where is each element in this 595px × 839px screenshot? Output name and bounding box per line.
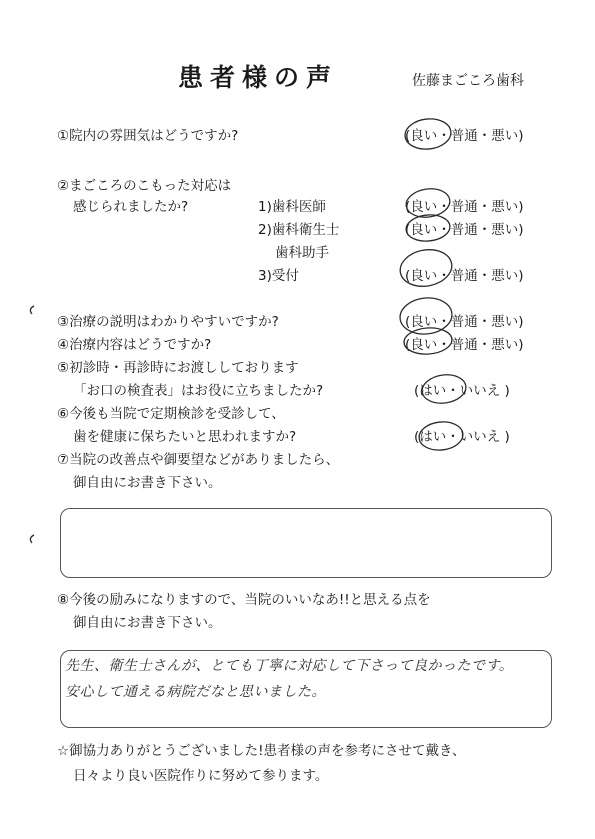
question-6-choice: (はい・いいえ ) [414, 429, 510, 445]
question-2-item-dentist: 1)歯科医師 [258, 199, 326, 215]
handwritten-answer-line2: 安心して通える病院だなと思いました。 [65, 684, 326, 700]
question-5-text-line2: 「お口の検査表」はお役に立ちましたか? [73, 383, 324, 399]
question-2-choice-dentist: (良い・普通・悪い) [405, 199, 524, 215]
question-4-choice: (良い・普通・悪い) [405, 337, 524, 353]
question-2-text-line1: ②まごころのこもった対応は [57, 178, 232, 194]
question-2-choice-reception: (良い・普通・悪い) [405, 268, 524, 284]
question-2-item-reception: 3)受付 [258, 268, 299, 284]
handwritten-answer-line1: 先生、衛生士さんが、とても丁寧に対応して下さって良かったです。 [65, 658, 514, 674]
question-5-choice: (はい・いいえ ) [414, 383, 510, 399]
question-1-text: ①院内の雰囲気はどうですか? [57, 128, 239, 144]
question-8-text-line1: ⑧今後の励みになりますので、当院のいいなあ!!と思える点を [57, 592, 431, 608]
answer-box-q8[interactable] [60, 650, 552, 728]
binder-mark-1 [30, 306, 34, 314]
question-4-text: ④治療内容はどうですか? [57, 337, 212, 353]
binder-mark-2 [30, 535, 34, 543]
question-6-text-line1: ⑥今後も当院で定期検診を受診して、 [57, 406, 285, 422]
question-7-text-line2: 御自由にお書き下さい。 [73, 475, 222, 491]
page-title: 患者様の声 [178, 63, 339, 92]
question-2-item-assistant: 歯科助手 [275, 245, 329, 261]
question-2-choice-hygienist: (良い・普通・悪い) [405, 222, 524, 238]
question-8-text-line2: 御自由にお書き下さい。 [73, 615, 222, 631]
clinic-name: 佐藤まごころ歯科 [412, 73, 524, 89]
question-6-text-line2: 歯を健康に保ちたいと思われますか? [73, 429, 297, 445]
footer-text-line1: ☆御協力ありがとうございました!患者様の声を参考にさせて戴き、 [57, 743, 466, 759]
question-3-choice: (良い・普通・悪い) [405, 314, 524, 330]
answer-box-q7[interactable] [60, 508, 552, 578]
question-2-item-hygienist: 2)歯科衛生士 [258, 222, 340, 238]
question-7-text-line1: ⑦当院の改善点や御要望などがありましたら、 [57, 452, 340, 468]
footer-text-line2: 日々より良い医院作りに努めて参ります。 [73, 768, 329, 784]
question-2-text-line2: 感じられましたか? [73, 199, 189, 215]
question-5-text-line1: ⑤初診時・再診時にお渡ししております [57, 360, 299, 376]
question-3-text: ③治療の説明はわかりやすいですか? [57, 314, 279, 330]
question-1-choice: (良い・普通・悪い) [405, 128, 524, 144]
